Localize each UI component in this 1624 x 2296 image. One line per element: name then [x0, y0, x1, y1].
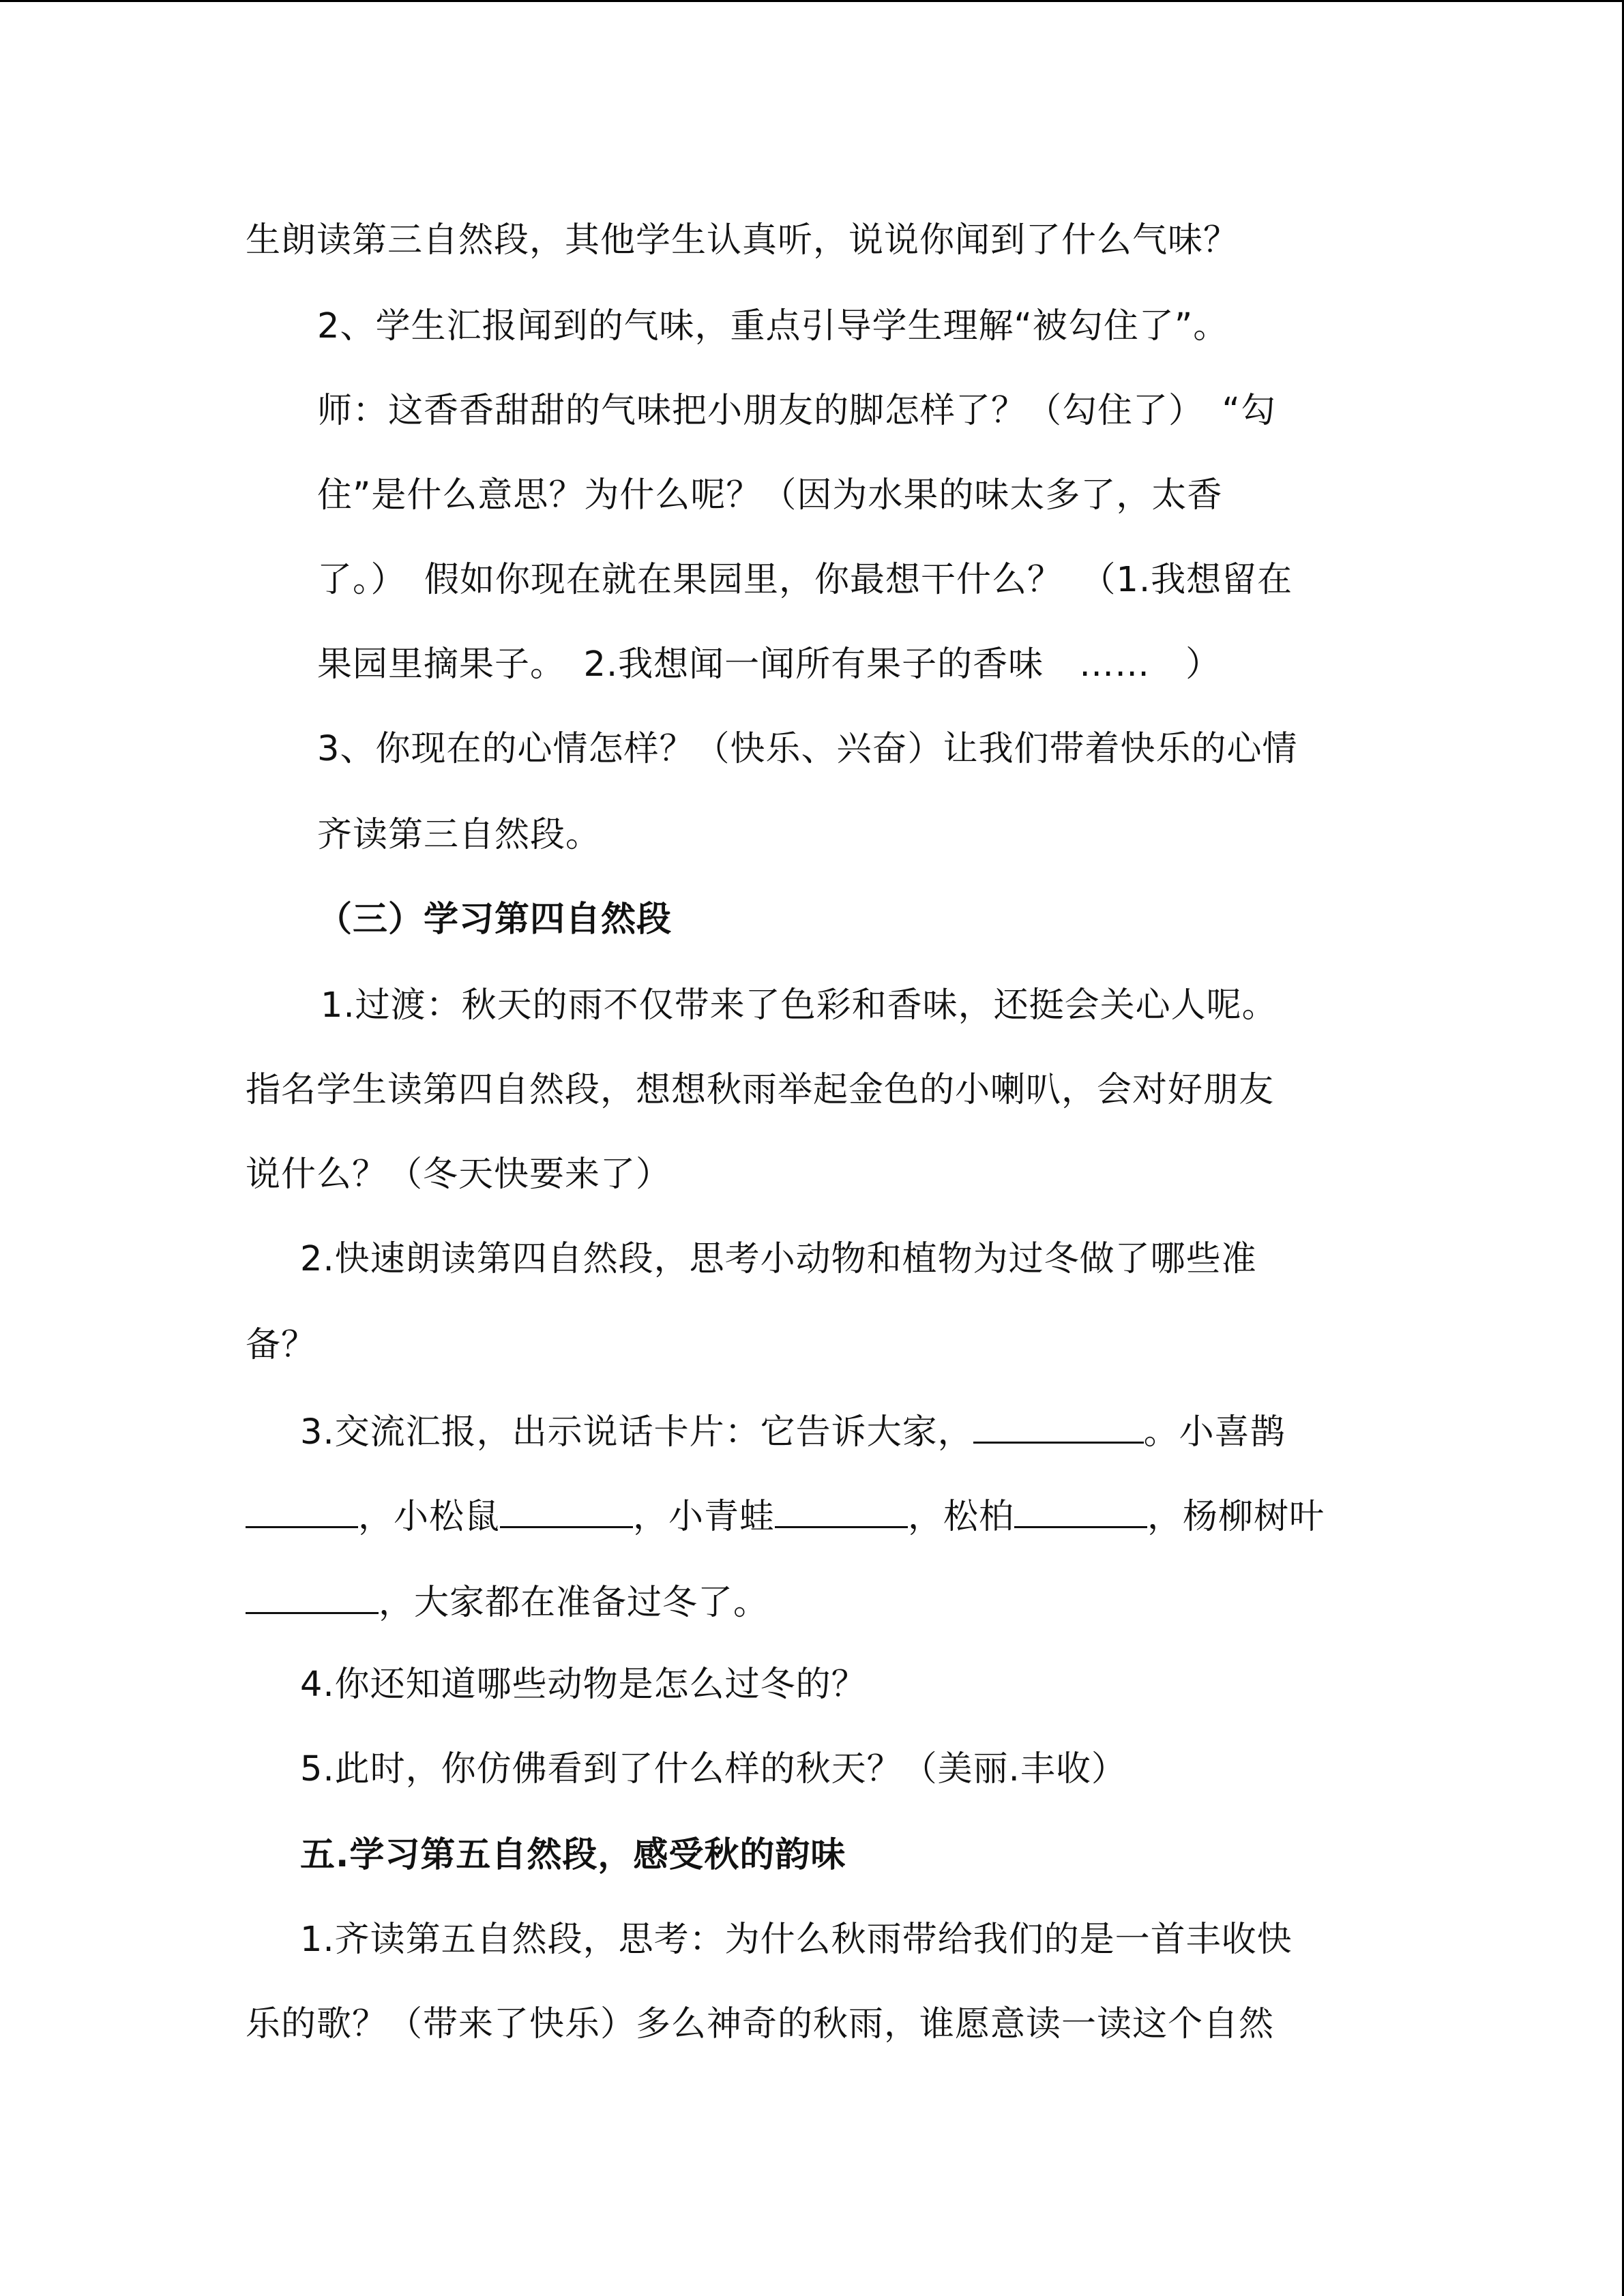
paragraph-line: 1.齐读第五自然段，思考：为什么秋雨带给我们的是一首丰收快 — [300, 1920, 1293, 1960]
paragraph-line: 1.过渡：秋天的雨不仅带来了色彩和香味，还挺会关心人呢。 — [321, 985, 1278, 1026]
fill-in-text: ，小青蛙 — [633, 1497, 776, 1537]
paragraph-line: 了。） 假如你现在就在果园里，你最想干什么？ （1.我想留在 — [317, 560, 1293, 600]
fill-in-text: ，小松鼠 — [358, 1497, 501, 1537]
fill-in-text: ，松柏 — [908, 1497, 1015, 1537]
fill-in-text: 。小喜鹊 — [1143, 1412, 1286, 1452]
paragraph-line: 备？ — [246, 1325, 317, 1365]
paragraph-line: 指名学生读第四自然段，想想秋雨举起金色的小喇叭，会对好朋友 — [246, 1070, 1275, 1110]
answer-blank — [246, 1577, 379, 1614]
paragraph-line: 生朗读第三自然段，其他学生认真听，说说你闻到了什么气味？ — [246, 220, 1239, 260]
fill-in-text: 3.交流汇报，出示说话卡片：它告诉大家， — [300, 1412, 973, 1452]
section-heading: （三）学习第四自然段 — [317, 899, 673, 940]
answer-blank — [500, 1491, 633, 1528]
paragraph-line: 3、你现在的心情怎样？（快乐、兴奋）让我们带着快乐的心情 — [317, 729, 1298, 769]
paragraph-line: 齐读第三自然段。 — [317, 815, 602, 855]
fill-in-text: ，杨柳树叶 — [1147, 1497, 1325, 1537]
fill-in-line — [300, 1406, 1286, 1457]
paragraph-line: 4.你还知道哪些动物是怎么过冬的？ — [300, 1665, 867, 1705]
answer-blank — [775, 1491, 908, 1528]
paragraph-line: 2.快速朗读第四自然段，思考小动物和植物为过冬做了哪些准 — [300, 1239, 1257, 1279]
answer-blank — [246, 1491, 358, 1528]
fill-in-line — [246, 1577, 769, 1627]
paragraph-line: 说什么？（冬天快要来了） — [246, 1154, 672, 1195]
section-heading: 五.学习第五自然段，感受秋的韵味 — [300, 1835, 846, 1875]
answer-blank — [973, 1406, 1144, 1444]
paragraph-line: 住”是什么意思？为什么呢？（因为水果的味太多了，太香 — [317, 475, 1223, 516]
answer-blank — [1014, 1491, 1147, 1528]
paragraph-line: 果园里摘果子。 2.我想闻一闻所有果子的香味 …… ） — [317, 644, 1222, 685]
fill-in-text: ，大家都在准备过冬了。 — [379, 1583, 769, 1623]
paragraph-line: 师：这香香甜甜的气味把小朋友的脚怎样了？（勾住了） “勾 — [317, 391, 1276, 431]
paragraph-line: 乐的歌？（带来了快乐）多么神奇的秋雨，谁愿意读一读这个自然 — [246, 2004, 1275, 2044]
paragraph-line: 2、学生汇报闻到的气味，重点引导学生理解“被勾住了”。 — [317, 306, 1229, 346]
fill-in-line — [246, 1491, 1325, 1541]
paragraph-line: 5.此时，你仿佛看到了什么样的秋天？（美丽.丰收） — [300, 1749, 1127, 1789]
page-top-border — [0, 0, 1624, 2]
